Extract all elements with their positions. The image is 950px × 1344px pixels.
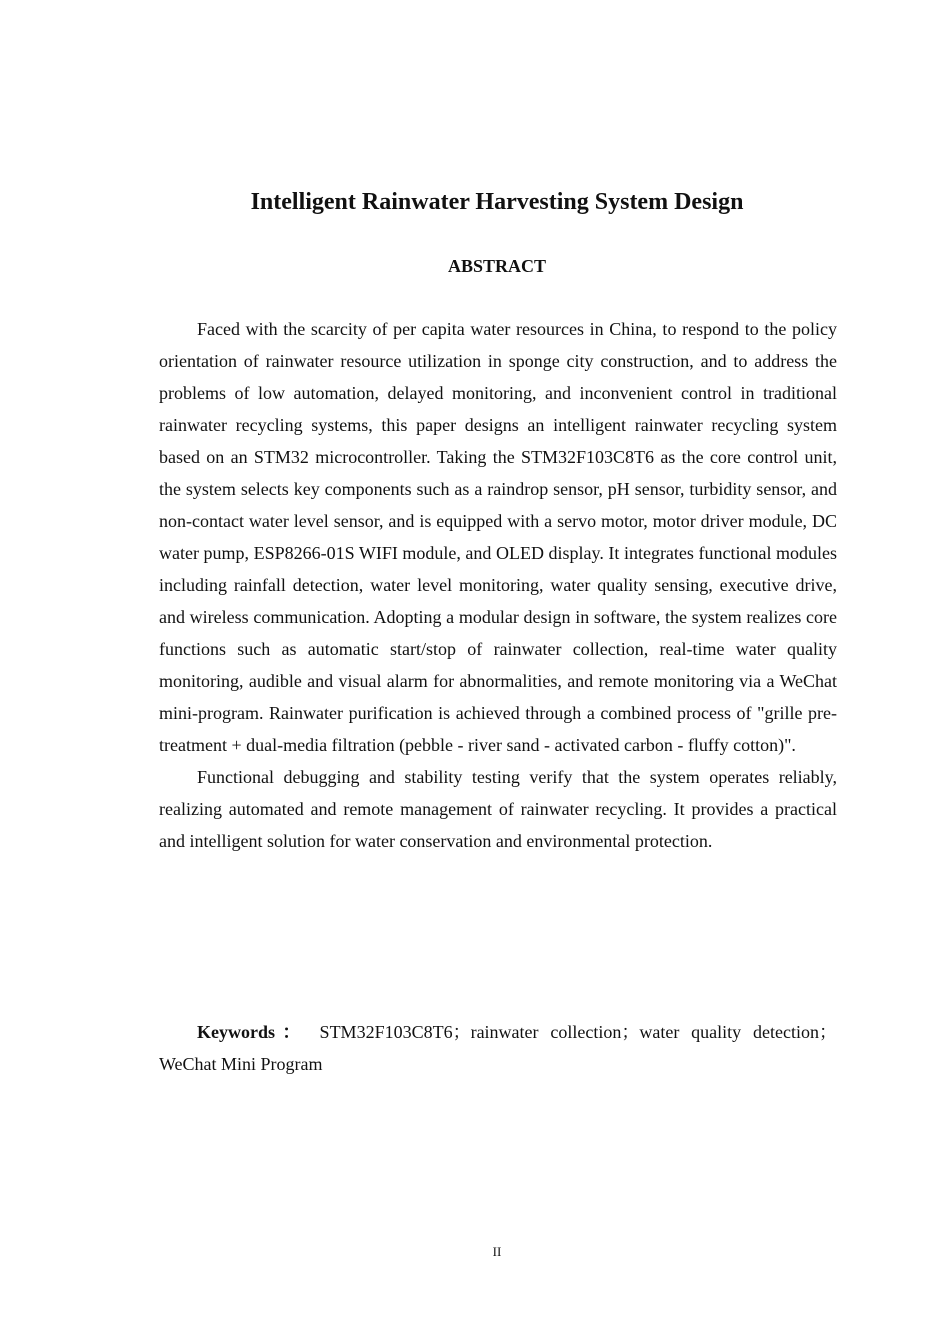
abstract-paragraph-2: Functional debugging and stability testing verify that the system operates reliably, realizing automated and remote management of rainwater recycling. It provides a practical and intelligent solution for water conservation and environmental protection.: [159, 767, 837, 851]
keywords-text: STM32F103C8T6；rainwater collection；water quality detection；WeChat Mini Program: [159, 1022, 837, 1074]
abstract-paragraph-1: Faced with the scarcity of per capita water resources in China, to respond to the policy orientation of rainwater resource utilization in sponge city construction, and to address the problems of low automation, delayed monitoring, and inconvenient control in traditional rainwater recycling systems, this paper designs an intelligent rainwater recycling system based on an STM32 microcontroller. Taking the STM32F103C8T6 as the core control unit, the system selects key components such as a raindrop sensor, pH sensor, turbidity sensor, and non-contact water level sensor, and is equipped with a servo motor, motor driver module, DC water pump, ESP8266-01S WIFI module, and OLED display. It integrates functional modules including rainfall detection, water level monitoring, water quality sensing, executive drive, and wireless communication. Adopting a modular design in software, the system realizes core functions such as automatic start/stop of rainwater collection, real-time water quality monitoring, audible and visual alarm for abnormalities, and remote monitoring via a WeChat mini-program. Rainwater purification is achieved through a combined process of "grille pre-treatment + dual-media filtration (pebble - river sand - activated carbon - fluffy cotton)".: [159, 319, 837, 755]
document-title: Intelligent Rainwater Harvesting System Design: [250, 189, 744, 215]
abstract-heading: ABSTRACT: [447, 256, 547, 276]
keywords-label: Keywords：: [197, 1022, 308, 1042]
abstract-body: [159, 313, 837, 857]
page-number: II: [492, 1244, 502, 1259]
keywords-line: [159, 1016, 837, 1080]
